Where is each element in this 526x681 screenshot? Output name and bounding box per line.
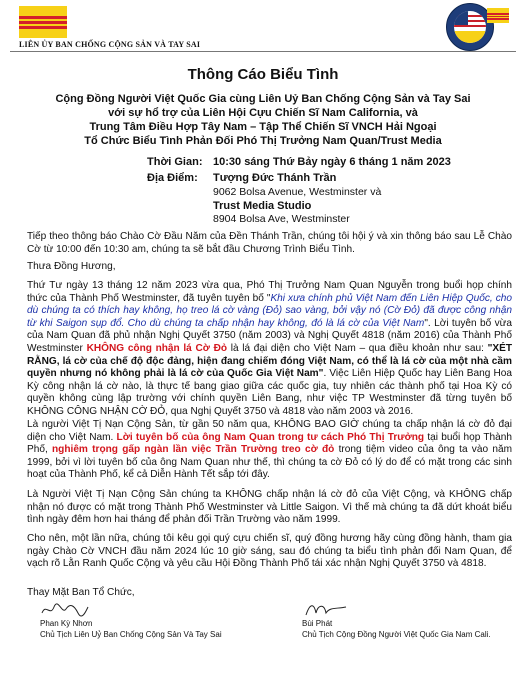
signer-name: Bùi Phát xyxy=(302,619,333,628)
signer-title: Chủ Tịch Liên Uỷ Ban Chống Cộng Sản Và Tay Sai xyxy=(40,630,222,639)
place1-address: 9062 Bolsa Avenue, Westminster và xyxy=(213,186,382,198)
quote-text: Khi xưa chính phủ Việt Nam đến Liên Hiệp Quốc, cho dù chúng ta có thích hay không, họ treo lá cờ vàng (Đỏ) sao vàng, bởi vậy nó (Cờ Đỏ) đã được công nhận từ khi Saigon sụp đổ. Cho dù chúng ta chấp nhận hay không, đó là lá cờ của Việt Nam xyxy=(27,292,512,329)
subtitle-line: Cộng Đồng Người Việt Quốc Gia cùng Liên Uỷ Ban Chống Cộng Sản và Tay Sai xyxy=(55,93,471,105)
paragraph-refugees: Là người Việt Tị Nạn Cộng Sản, từ gần 50 năm qua, KHÔNG BAO GIỜ chúng ta chấp nhận lá cờ đỏ đại diện cho Việt Nam. Lời tuyên bố của ông Nam Quan trong tư cách Phó Thị Trưởng tại buổi họp Thành Phố, nghiêm trọng gấp ngàn lần việc Trần Trường treo cờ đỏ trong tiệm video của ông ta vào năm 1999, bởi vì lời tuyên bố của ông Nam Quan như thế, thì chúng ta cờ Đỏ có lý do để có mặt trong các sinh hoạt của Thành Phố, kể cả Diễn Hành Tết sắp tới đây. xyxy=(27,419,512,481)
header-divider xyxy=(10,51,516,52)
page-title: Thông Cáo Biểu Tình xyxy=(187,66,339,83)
place2-name: Trust Media Studio xyxy=(213,200,312,212)
resolution-quote: "XÉT RẰNG, lá cờ của chế độ độc đảng, hiện đang chiếm đóng Việt Nam, có thể là lá cờ của một nhà cầm quyền nhưng nó không phải là lá cờ của Quốc Gia Việt Nam" xyxy=(27,342,512,380)
signer-name: Phan Kỳ Nhơn xyxy=(40,619,93,628)
rvn-flag-small-icon xyxy=(487,8,509,23)
signature-scrawl xyxy=(40,601,90,619)
paragraph-position: Là Người Việt Tị Nạn Cộng Sản chúng ta KHÔNG chấp nhận lá cờ đỏ của Việt Cộng, và KHÔNG chấp nhận nó được có mặt trong Thành Phố Westminster và Little Saigon. Vì thế mà chúng ta đã dứt khoát biểu tình ngày đêm hơn hai tháng để phản đối Trần Trường vào năm 1999. xyxy=(27,489,512,526)
time-label: Thời Gian: xyxy=(147,156,203,168)
place-label: Địa Điểm: xyxy=(147,172,198,184)
intro-paragraph: Tiếp theo thông báo Chào Cờ Đầu Năm của Đền Thánh Trần, chúng tôi hội ý và xin thông báo sau Lễ Chào Cờ từ 10:00 đến 10:30 am, chúng ta sẽ bắt đầu Chương Trình Biểu Tình. xyxy=(27,231,512,255)
greeting: Thưa Đồng Hương, xyxy=(27,261,116,272)
subtitle-line: Trung Tâm Điều Hợp Tây Nam – Tập Thể Chiến Sĩ VNCH Hải Ngoại xyxy=(89,121,437,133)
subtitle-line: với sự hổ trợ của Liên Hội Cựu Chiến Sĩ Nam California, và xyxy=(108,107,418,119)
org-name: LIÊN ỦY BAN CHỐNG CỘNG SẢN VÀ TAY SAI xyxy=(19,40,201,49)
paragraph-call: Cho nên, một lần nữa, chúng tôi kêu gọi quý cựu chiến sĩ, quý đồng hương hãy cùng đồng hành, tham gia ngày Chào Cờ VNCH đầu năm 2024 lúc 10 giờ sáng, sau đó chúng ta biểu tình phản đối Nam Quan, để vạch rõ Lằn Ranh Quốc Cộng và yêu cầu Hội Đồng Thành Phố tái xác nhận Nghị Quyết 3750 và 4818. xyxy=(27,533,512,570)
signature-scrawl xyxy=(302,599,348,619)
highlight-text: nghiêm trọng gấp ngàn lần việc Trần Trường treo cờ đỏ xyxy=(52,444,335,456)
place1-name: Tượng Đức Thánh Trần xyxy=(213,172,337,184)
subtitle-line: Tổ Chức Biểu Tình Phản Đối Phó Thị Trưởng Nam Quan/Trust Media xyxy=(84,135,442,147)
place2-address: 8904 Bolsa Ave, Westminster xyxy=(213,213,350,225)
time-value: 10:30 sáng Thứ Bảy ngày 6 tháng 1 năm 2023 xyxy=(213,156,451,168)
letterhead xyxy=(0,0,526,52)
highlight-text: Lời tuyên bố của ông Nam Quan trong tư cách Phó Thị Trưởng xyxy=(116,431,425,443)
paragraph-statement: Thứ Tư ngày 13 tháng 12 năm 2023 vừa qua, Phó Thị Trưởng Nam Quan Nguyễn trong buổi họp chính thức của Thành Phố Westminster, đã tuyên tuyên bố "Khi xưa chính phủ Việt Nam đến Liên Hiệp Quốc, cho dù chúng ta có thích hay không, họ treo lá cờ vàng (Đỏ) sao vàng, bởi vậy nó (Cờ Đỏ) đã được công nhận từ khi Saigon sụp đổ. Cho dù chúng ta chấp nhận hay không, đó là lá cờ của Việt Nam". Lời tuyên bố vừa của Nam Quan đã phủ nhận Nghị Quyết 3750 (năm 2003) và Nghị Quyết 4818 (năm 2016) của Thành Phố Westminster KHÔNG công nhận lá Cờ Đỏ là lá đại diện cho Việt Nam – qua điều khoản như sau: "XÉT RẰNG, lá cờ của chế độ độc đảng, hiện đang chiếm đóng Việt Nam, có thể là lá cờ của một nhà cầm quyền nhưng nó không phải là lá cờ của Quốc Gia Việt Nam". Việc Liên Hiệp Quốc hay Liên Bang Hoa Kỳ công nhận lá cờ nào, là thực tế bang giao giữa các quốc gia, tuy nhiên các thành phố tại Hoa Kỳ có quyền không cùng lập trường với chính quyền Liên Bang, như việc TP Westminster đã từng tuyên bố KHÔNG CÔNG NHẬN CỜ ĐỎ, qua Nghị Quyết 3750 và 4818 vào năm 2003 và 2016. xyxy=(27,280,513,417)
signer-title: Chủ Tịch Cộng Đồng Người Việt Quốc Gia Nam Cali. xyxy=(302,630,491,639)
highlight-text: KHÔNG công nhận lá Cờ Đỏ xyxy=(86,342,228,354)
rvn-flag-logo xyxy=(19,6,67,38)
closing: Thay Mặt Ban Tổ Chức, xyxy=(27,587,135,598)
